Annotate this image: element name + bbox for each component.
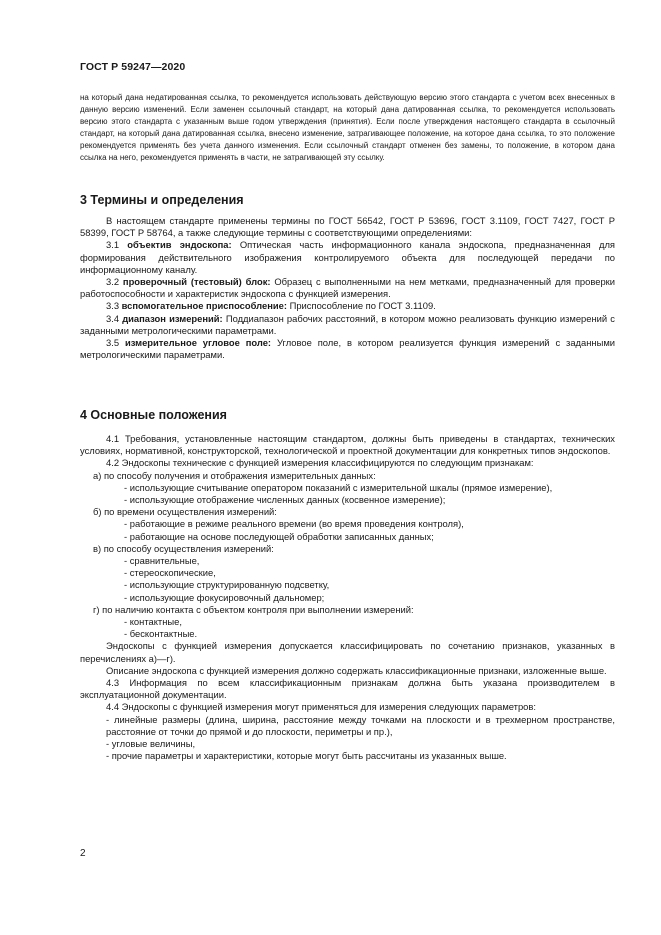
clause-4-4: 4.4 Эндоскопы с функцией измерения могут применяться для измерения следующих параметров: xyxy=(106,701,536,713)
page-number: 2 xyxy=(80,848,86,859)
clause-4-1: 4.1 Требования, установленные настоящим стандартом, должны быть приведены в стандартах, технических условиях, нормативной, конструкторской, технологической и проектной документации для конкретных типов эндоскопов. xyxy=(80,433,615,457)
term-3-4: 3.4 диапазон измерений: Поддиапазон рабочих расстояний, в котором можно реализовать функцию измерений с заданными метрологическими параметрами. xyxy=(80,312,615,336)
term-3-5: 3.5 измерительное угловое поле: Угловое поле, в котором реализуется функция измерений с заданными метрологическими параметрами. xyxy=(80,337,616,361)
list-item: - использующие фокусировочный дальномер; xyxy=(124,591,325,603)
list-group-v: в) по способу осуществления измерений: xyxy=(93,542,274,554)
list-item: - сравнительные, xyxy=(124,555,200,567)
section-3-title: 3 Термины и определения xyxy=(80,193,244,207)
term-3-1: 3.1 объектив эндоскопа: Оптическая часть информационного канала эндоскопа, предназначенная для формирования действительного изображения контролируемого объекта для последующей передачи по информационному каналу. xyxy=(80,239,615,275)
list-item: - стереоскопические, xyxy=(124,567,216,579)
list-group-a: а) по способу получения и отображения измерительных данных: xyxy=(93,469,376,481)
document-code-header: ГОСТ Р 59247—2020 xyxy=(80,61,186,73)
clause-4-2: 4.2 Эндоскопы технические с функцией измерения классифицируются по следующим признакам: xyxy=(106,457,534,469)
list-group-g: г) по наличию контакта с объектом контроля при выполнении измерений: xyxy=(93,603,414,615)
section-4-body xyxy=(80,433,615,762)
list-item: - использующие структурированную подсветку, xyxy=(124,579,330,591)
list-group-b: б) по времени осуществления измерений: xyxy=(93,506,277,518)
section-3-body xyxy=(80,215,615,361)
term-3-3: 3.3 вспомогательное приспособление: Приспособление по ГОСТ 3.1109. xyxy=(106,300,436,312)
list-item: - прочие параметры и характеристики, которые могут быть рассчитаны из указанных выше. xyxy=(106,750,507,762)
list-item: - линейные размеры (длина, ширина, расстояние между точками на плоскости и в трехмерном пространстве, расстояние от точки до прямой и до плоскости, периметры и пр.), xyxy=(106,713,615,737)
section-3-lead: В настоящем стандарте применены термины по ГОСТ 56542, ГОСТ Р 53696, ГОСТ 3.1109, ГОСТ 7427, ГОСТ Р 58399, ГОСТ Р 58764, а также следующие термины с соответствующими определениями: xyxy=(80,215,615,239)
combination-paragraph: Эндоскопы с функцией измерения допускается классифицировать по сочетанию признаков, указанных в перечислениях а)—г). xyxy=(80,640,615,664)
term-3-2: 3.2 проверочный (тестовый) блок: Образец с выполненными на нем метками, предназначенный для проверки работоспособности и характеристик эндоскопа с функцией измерения. xyxy=(80,276,616,300)
list-item: - контактные, xyxy=(124,616,182,628)
intro-paragraph: на который дана недатированная ссылка, то рекомендуется использовать действующую версию этого стандарта с учетом всех внесенных в данную версию изменений. Если заменен ссылочный стандарт, на который дана датированная ссылка, то рекомендуется использовать версию этого стандарта с указанным выше годом утверждения (принятия). Если после утверждения настоящего стандарта в ссылочный стандарт, на который дана датированная ссылка, внесено изменение, затрагивающее положение, на которое дана ссылка, то это положение рекомендуется применять без учета данного изменения. Если ссылочный стандарт отменен без замены, то положение, в котором дана ссылка на него, рекомендуется применять в части, не затрагивающей эту ссылку. xyxy=(80,93,615,162)
description-paragraph: Описание эндоскопа с функцией измерения должно содержать классификационные признаки, изложенные выше. xyxy=(106,664,607,676)
list-item: - работающие в режиме реального времени (во время проведения контроля), xyxy=(124,518,464,530)
clause-4-3: 4.3 Информация по всем классификационным признакам должна быть указана производителем в эксплуатационной документации. xyxy=(80,677,615,701)
list-item: - угловые величины, xyxy=(106,738,196,750)
list-item: - использующие считывание оператором показаний с измерительной шкалы (прямое измерение), xyxy=(124,481,553,493)
section-4-title: 4 Основные положения xyxy=(80,408,227,422)
list-item: - использующие отображение численных данных (косвенное измерение); xyxy=(124,494,446,506)
list-item: - бесконтактные. xyxy=(124,628,198,640)
list-item: - работающие на основе последующей обработки записанных данных; xyxy=(124,530,434,542)
